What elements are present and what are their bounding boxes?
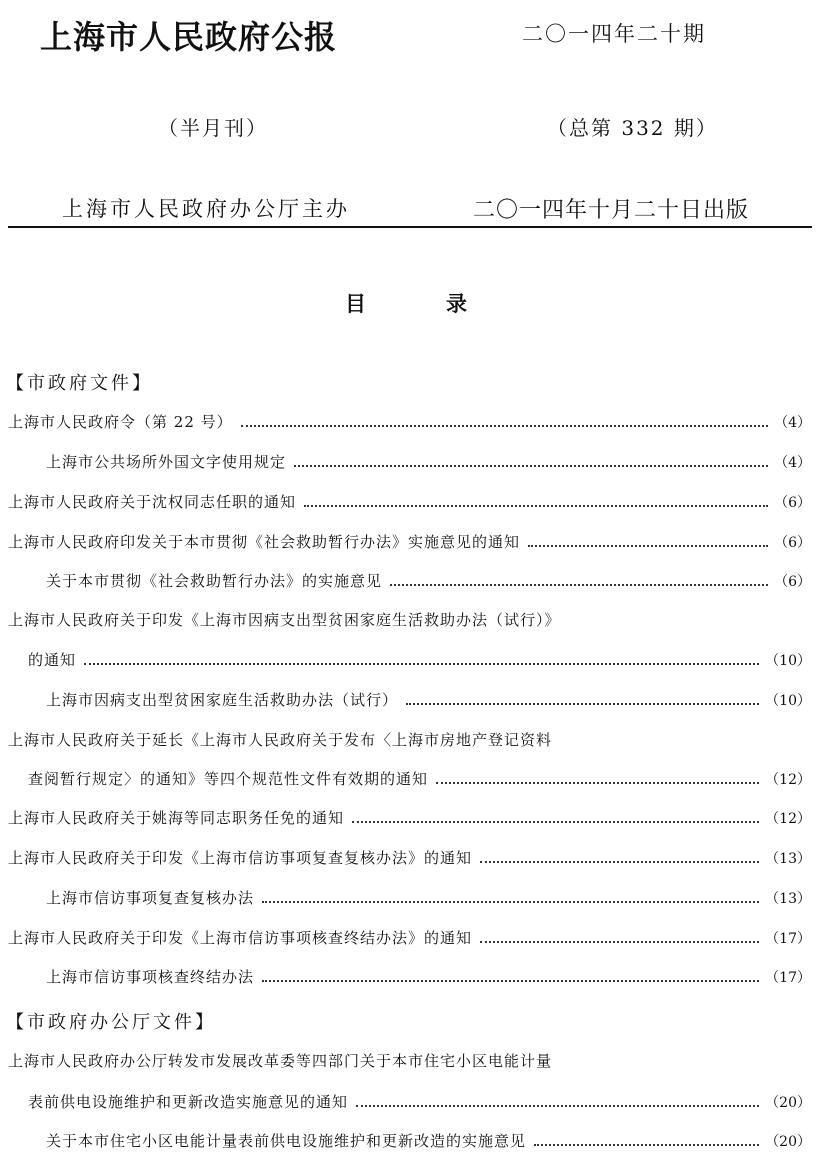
publisher: 上海市人民政府办公厅主办: [62, 197, 350, 221]
dot-leader: [390, 584, 768, 586]
toc-entry[interactable]: [8, 806, 811, 828]
toc-entry-title: 上海市人民政府关于姚海等同志职务任免的通知: [8, 809, 345, 827]
toc-entry-page: （20）: [765, 1134, 811, 1150]
toc-entry[interactable]: [8, 846, 811, 868]
total-issue-number: （总第 332 期）: [547, 116, 718, 140]
toc-entry-title-line1[interactable]: 上海市人民政府关于印发《上海市因病支出型贫困家庭生活救助办法（试行）》: [8, 611, 561, 629]
dot-leader: [528, 545, 768, 547]
toc-entry-title: 关于本市贯彻《社会救助暂行办法》的实施意见: [46, 572, 383, 590]
section-heading: 【市政府办公厅文件】: [6, 1012, 216, 1033]
toc-entry-title: 关于本市住宅小区电能计量表前供电设施维护和更新改造的实施意见: [46, 1132, 527, 1150]
toc-entry[interactable]: [28, 767, 811, 789]
issue-period: 二〇一四年二十期: [522, 22, 706, 46]
toc-entry-title: 上海市人民政府印发关于本市贯彻《社会救助暂行办法》实施意见的通知: [8, 533, 521, 551]
toc-entry-page: （10）: [765, 653, 811, 669]
dot-leader: [356, 1105, 759, 1107]
masthead-title: 上海市人民政府公报: [40, 18, 338, 56]
toc-entry-page: （13）: [765, 851, 811, 867]
toc-entry-title-line2: 查阅暂行规定〉的通知》等四个规范性文件有效期的通知: [28, 770, 429, 788]
toc-entry-page: （4）: [774, 415, 811, 431]
toc-entry-page: （10）: [765, 693, 811, 709]
toc-entry[interactable]: [28, 1090, 811, 1112]
toc-entry-title: 上海市人民政府关于沈权同志任职的通知: [8, 493, 297, 511]
dot-leader: [480, 941, 759, 943]
toc-entry[interactable]: [8, 530, 811, 552]
publish-date: 二〇一四年十月二十日出版: [473, 198, 750, 223]
toc-entry-title-line1[interactable]: 上海市人民政府办公厅转发市发展改革委等四部门关于本市住宅小区电能计量: [8, 1052, 553, 1070]
toc-entry-title-line2: 的通知: [28, 651, 77, 669]
dot-leader: [352, 821, 759, 823]
dot-leader: [534, 1144, 759, 1146]
toc-entry-title-line1[interactable]: 上海市人民政府关于延长《上海市人民政府关于发布〈上海市房地产登记资料: [8, 731, 553, 749]
dot-leader: [480, 861, 759, 863]
toc-entry-page: （6）: [774, 574, 811, 590]
toc-entry-title: 上海市人民政府令（第 22 号）: [8, 413, 233, 431]
toc-entry-page: （17）: [765, 970, 811, 986]
toc-entry-page: （17）: [765, 931, 811, 947]
toc-entry-title: 上海市人民政府关于印发《上海市信访事项复查复核办法》的通知: [8, 849, 473, 867]
toc-entry[interactable]: [46, 569, 811, 591]
section-heading: 【市政府文件】: [6, 373, 153, 394]
toc-entry-title: 上海市信访事项核查终结办法: [46, 968, 255, 986]
toc-entry[interactable]: [46, 1129, 811, 1151]
toc-entry-title: 上海市因病支出型贫困家庭生活救助办法（试行）: [46, 691, 399, 709]
dot-leader: [436, 782, 759, 784]
toc-entry[interactable]: [8, 490, 811, 512]
dot-leader: [262, 901, 759, 903]
toc-entry[interactable]: [46, 450, 811, 472]
toc-entry-page: （6）: [774, 535, 811, 551]
toc-entry[interactable]: [46, 688, 811, 710]
toc-entry-page: （20）: [765, 1095, 811, 1111]
toc-entry-title: 上海市公共场所外国文字使用规定: [46, 453, 287, 471]
toc-title: 目录: [345, 292, 547, 316]
header-divider: [8, 226, 812, 228]
dot-leader: [84, 663, 759, 665]
toc-entry[interactable]: [28, 648, 811, 670]
toc-entry-page: （13）: [765, 891, 811, 907]
toc-entry-page: （6）: [774, 495, 811, 511]
publication-frequency: （半月刊）: [158, 116, 268, 140]
toc-entry[interactable]: [46, 886, 811, 908]
dot-leader: [262, 980, 759, 982]
dot-leader: [241, 425, 768, 427]
toc-entry[interactable]: [8, 926, 811, 948]
toc-entry-title: 上海市人民政府关于印发《上海市信访事项核查终结办法》的通知: [8, 929, 473, 947]
dot-leader: [294, 465, 768, 467]
dot-leader: [304, 505, 768, 507]
dot-leader: [406, 703, 759, 705]
toc-entry-page: （12）: [765, 811, 811, 827]
toc-entry-page: （12）: [765, 772, 811, 788]
toc-entry-title: 上海市信访事项复查复核办法: [46, 889, 255, 907]
toc-entry-title-line2: 表前供电设施维护和更新改造实施意见的通知: [28, 1093, 349, 1111]
toc-entry-page: （4）: [774, 455, 811, 471]
toc-entry[interactable]: [8, 410, 811, 432]
toc-entry[interactable]: [46, 965, 811, 987]
